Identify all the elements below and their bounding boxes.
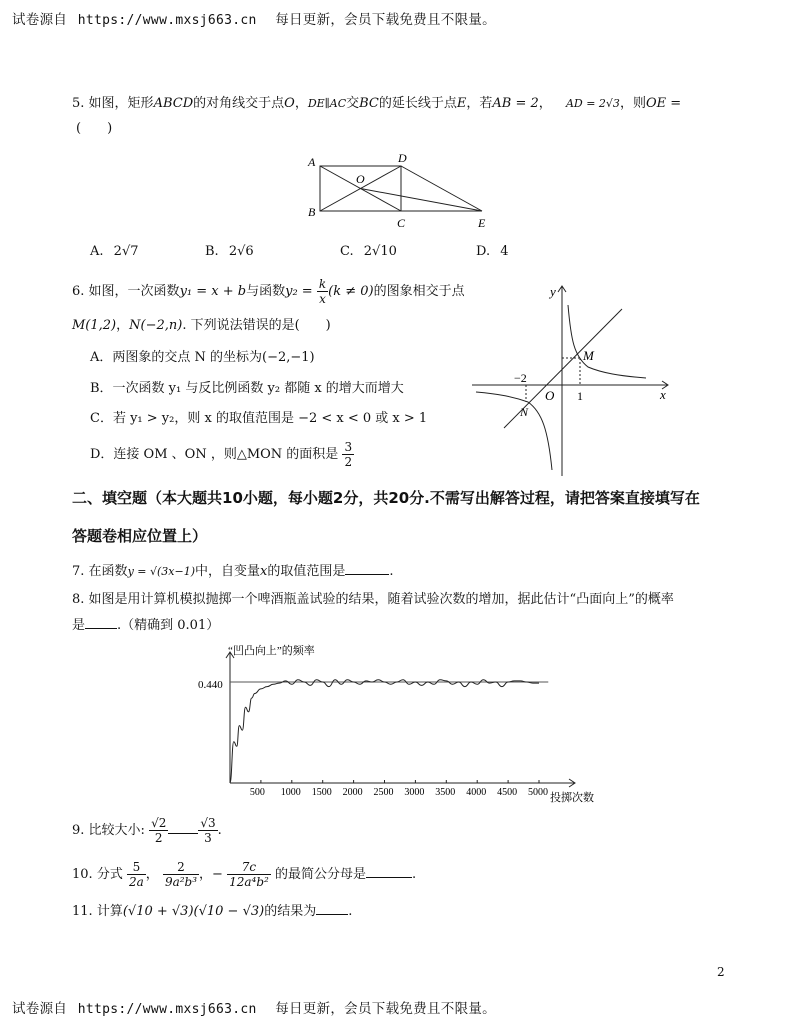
q5-option-a[interactable] [90,243,139,261]
q5-option-d[interactable] [476,243,509,261]
q5-math: BC [359,96,379,111]
q6-option-a[interactable]: A．两图象的交点 N 的坐标为(−2,−1) [90,350,315,365]
section-2-heading-line1: 二、填空题（本大题共10小题，每小题2分，共20分.不需写出解答过程，请把答案直接填写在 [72,489,700,507]
fraction-numerator: 2 [163,860,199,875]
header-notice: 每日更新，会员下载免费且不限量。 [275,12,496,28]
page-footer [12,997,496,1017]
x-tick-label: 4000 [466,787,487,798]
option-key: A. [90,244,104,259]
q5-option-b[interactable] [205,243,254,261]
segment-oe [361,189,483,212]
fraction-denominator: 12a⁴b² [229,875,269,889]
x-tick-label: 5000 [528,787,548,798]
q6-text: 与函数 [246,284,286,299]
q10-text: ， [199,867,213,882]
question-11 [72,903,352,921]
reference-value-label: 0.440 [198,679,223,691]
q7-text: . [389,564,394,579]
q9-text: 比较大小: [88,823,145,838]
fraction-3 [227,860,271,889]
option-value: 2√10 [363,244,397,259]
question-number: 9. [72,823,85,838]
chart-x-label: 投掷次数 [550,792,594,804]
label-origin: O [545,388,555,403]
label-b: B [308,205,316,219]
question-6-line1 [72,277,465,306]
question-number: 11. [72,904,93,919]
x-tick-label: 1000 [280,787,301,798]
q6-math: y₂ = [285,284,313,299]
fraction-numerator: k [318,277,327,291]
question-number: 6. [72,284,85,299]
question-5-line1 [72,95,681,113]
option-value: 4 [500,244,509,259]
label-n: N [520,405,529,419]
q7-text: 的取值范围是 [267,564,346,579]
q6-fraction-k-over-x [317,277,328,306]
fraction-denominator: 2 [344,455,353,469]
fraction-2 [163,860,199,889]
question-10 [72,860,416,889]
q8-text: 是 [72,618,86,633]
fraction-sqrt2-over-2 [149,816,168,845]
q9-text: . [217,823,222,838]
question-number: 8. [72,592,85,607]
q10-text: ， [145,867,159,882]
page-number: 2 [717,965,725,979]
q10-text: 的最简公分母是 [274,867,366,882]
question-number: 10. [72,867,93,882]
question-5-paren: ( ) [76,121,113,136]
option-key: D. [476,244,491,259]
q5-math: ABCD [153,96,194,111]
fraction-numerator: √2 [151,816,167,830]
q6-function-graph [470,280,680,480]
hyperbola-branch-left [476,392,552,470]
fraction-denominator: 3 [204,831,212,845]
q8-text: 如图是用计算机模拟抛掷一个啤酒瓶盖试验的结果，随着试验次数的增加，据此估计“凸面向上”的概率 [88,592,674,607]
q5-text: 如图，矩形 [88,96,154,111]
q6-text: 如图，一次函数 [88,284,180,299]
label-e: E [478,216,486,230]
question-number: 5. [72,96,85,111]
question-number: 7. [72,564,85,579]
x-tick-label: 2000 [342,787,363,798]
q5-option-c[interactable] [340,243,397,261]
segment-de [401,166,482,211]
frequency-chart [190,638,610,808]
q11-text: 计算 [96,904,123,919]
q5-text: 的对角线交于点 [193,96,285,111]
fraction-sqrt3-over-3 [198,816,217,845]
fraction-numerator: 7c [227,860,271,875]
q11-math: (√10 + √3)(√10 − √3) [122,904,265,919]
q6-text: 的图象相交于点 [373,284,465,299]
q5-math: AB = 2 [492,96,539,111]
label-d: D [398,151,407,165]
q5-math: AD = 2√3 [565,97,620,110]
q5-text: ， [538,96,552,111]
fraction-numerator: √3 [200,816,216,830]
label-y-axis: y [550,284,556,299]
q6-math: N(−2,n) [129,318,183,333]
label-neg2: −2 [514,371,527,385]
q6-option-c[interactable]: C．若 y₁ > y₂，则 x 的取值范围是 −2 < x < 0 或 x > 1 [90,411,428,426]
q5-text: ， [294,96,308,111]
question-8-line2 [72,617,219,635]
x-tick-label: 3000 [404,787,425,798]
q5-math: E [456,96,467,111]
x-tick-label: 3500 [435,787,456,798]
chart-y-label: “凹凸向上”的频率 [228,645,315,657]
fraction-numerator: 5 [127,860,146,875]
label-x-axis: x [660,387,666,402]
answer-blank[interactable] [85,628,117,629]
q10-text: . [411,867,417,882]
fraction-1 [127,860,146,889]
x-tick-label: 2500 [373,787,394,798]
q8-text: .（精确到 0.01） [117,618,220,633]
question-7 [72,563,394,581]
q5-math: DE∥AC [307,97,347,110]
label-one: 1 [577,389,583,403]
answer-blank[interactable] [168,833,198,834]
q11-text: . [348,904,353,919]
question-9 [72,816,222,845]
q7-math: y = √(3x−1) [127,565,195,578]
q6-text: . 下列说法错误的是( ) [182,318,331,333]
q10-text: − [212,867,223,882]
x-tick-label: 1500 [311,787,332,798]
q6-math: (k ≠ 0) [328,284,374,299]
label-c: C [397,216,406,230]
answer-blank[interactable] [316,914,348,915]
fraction-denominator: x [319,292,326,306]
fraction-denominator: 9a²b³ [164,875,198,889]
section-2-heading-line2: 答题卷相应位置上） [72,527,208,545]
q5-text: 交 [346,96,360,111]
q5-math: OE = [645,96,682,111]
label-o: O [356,172,365,186]
fraction-numerator: 3 [344,440,353,454]
fraction-denominator: 2 [154,831,163,845]
page-header [12,8,496,28]
option-value: 2√6 [228,244,254,259]
q11-text: 的结果为 [264,904,317,919]
frequency-series-line [230,680,539,783]
option-value: 2√7 [113,244,139,259]
footer-source-label: 试卷源自 [12,1001,68,1017]
label-m: M [583,348,594,363]
answer-blank[interactable] [366,877,412,878]
footer-notice: 每日更新，会员下载免费且不限量。 [275,1001,496,1017]
footer-url-link[interactable]: https://www.mxsj663.cn [77,1002,257,1017]
option-key: B. [205,244,219,259]
q6-option-b[interactable]: B．一次函数 y₁ 与反比例函数 y₂ 都随 x 的增大而增大 [90,381,404,396]
question-8-line1 [72,591,674,609]
header-url-link[interactable]: https://www.mxsj663.cn [77,13,257,28]
answer-blank[interactable] [345,574,389,575]
q10-text: 分式 [96,867,123,882]
q7-text: 中，自变量 [195,564,261,579]
q5-text: 的延长线于点 [378,96,457,111]
option-key: C. [340,244,354,259]
q6-option-d[interactable] [90,440,354,469]
q5-math: O [284,96,295,111]
x-tick-label: 500 [249,787,265,798]
header-source-label: 试卷源自 [12,12,68,28]
label-a: A [308,155,316,169]
q5-rectangle-figure [300,150,500,232]
q5-text: ，若 [466,96,493,111]
q6-math: y₁ = x + b [179,284,247,299]
q7-math: x [260,564,268,579]
q6-math: M(1,2) [72,318,117,333]
q5-text: ，则 [619,96,646,111]
fraction-denominator: 2a [128,875,144,889]
q6-text: ， [116,318,130,333]
question-6-line2 [72,317,331,335]
q7-text: 在函数 [88,564,128,579]
x-tick-label: 4500 [497,787,518,798]
area-fraction [342,440,354,469]
option-text: D．连接 OM 、ON ，则△MON 的面积是 [90,447,339,462]
